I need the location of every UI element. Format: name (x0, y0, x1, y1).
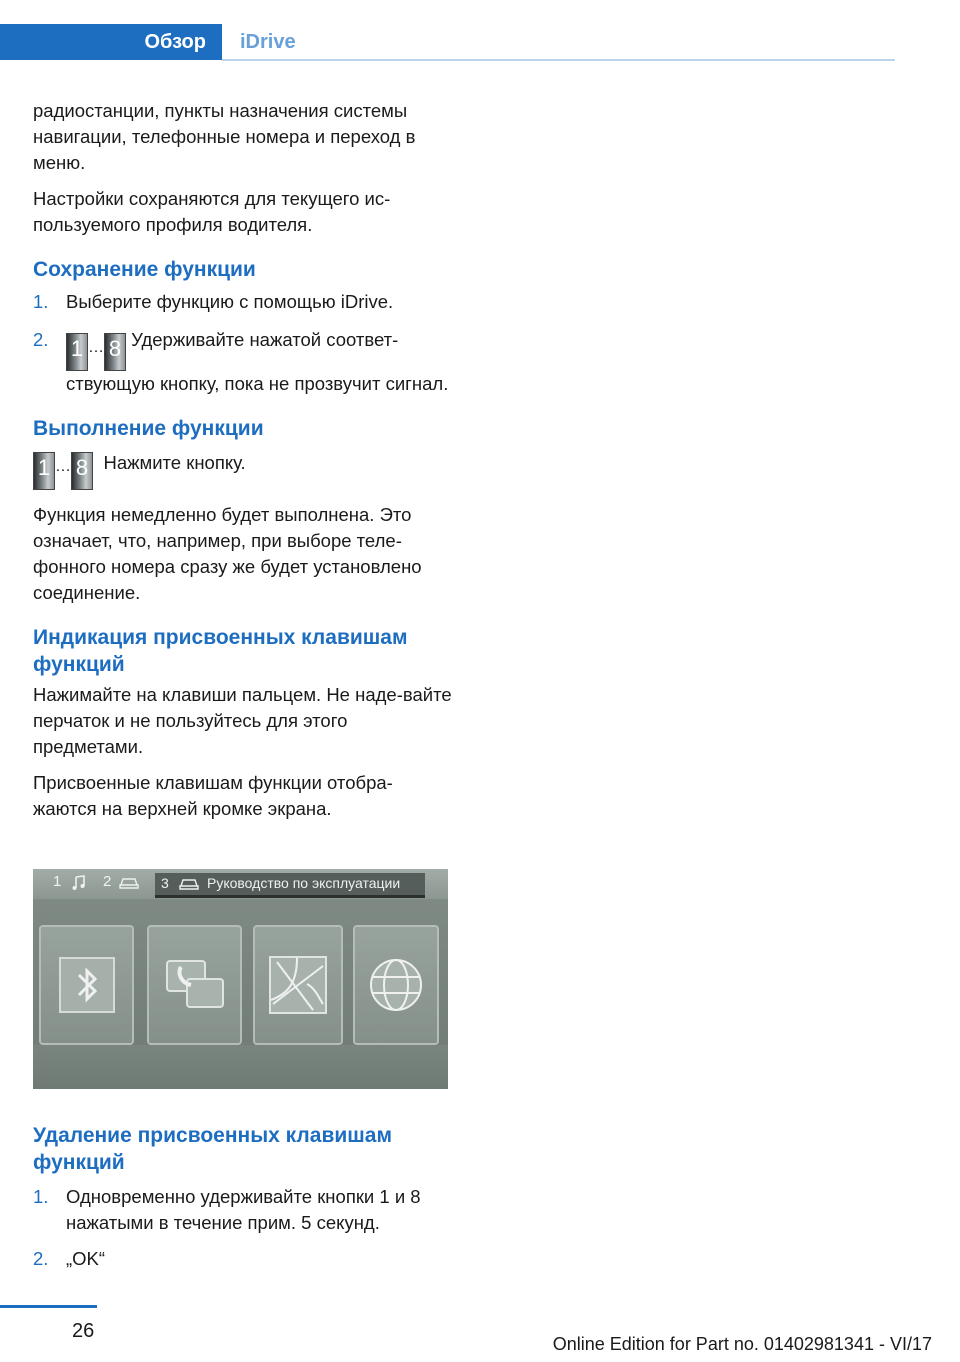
step-number: 2. (33, 329, 49, 350)
delete-steps (33, 1184, 453, 1272)
slot-2-number: 2 (103, 873, 112, 890)
page-number: 26 (72, 1320, 95, 1342)
favorite-key-8-icon: 8 (104, 333, 126, 371)
globe-icon (366, 955, 426, 1015)
heading-delete-assigned: Удаление присвоенных клавишам функций (33, 1124, 392, 1174)
slot-3-number: 3 (161, 875, 169, 891)
heading-indication: Индикация присвоенных клавишам функций (33, 626, 408, 676)
step-number: 1. (33, 1186, 49, 1207)
heading-save-function: Сохранение функции (33, 258, 256, 281)
save-steps (33, 289, 453, 397)
phone-tile (147, 925, 242, 1045)
favorite-key-1-icon: 1 (66, 333, 88, 371)
ellipsis: … (88, 339, 104, 356)
bluetooth-icon (57, 955, 117, 1015)
online-services-tile (353, 925, 439, 1045)
idrive-screen-image (33, 869, 448, 1089)
step-number: 2. (33, 1248, 49, 1269)
header-tabs (0, 24, 895, 62)
ellipsis: … (55, 458, 71, 475)
slot-3-label: Руководство по эксплуатации (207, 875, 401, 891)
page-content (33, 98, 453, 832)
intro-paragraph-2: Настройки сохраняются для текущего ис‐пользуемого профиля водителя. (33, 188, 391, 235)
tab-overview[interactable]: Обзор (0, 24, 222, 60)
execute-action-text: Нажмите кнопку. (103, 452, 246, 473)
edition-note: Online Edition for Part no. 01402981341 - VI/17 (552, 1334, 932, 1354)
step-text: Выберите функцию с помощью iDrive. (66, 291, 394, 312)
slot-1-number: 1 (53, 873, 62, 890)
tab-idrive[interactable]: iDrive (240, 31, 296, 53)
phone-icon (163, 955, 227, 1015)
music-icon (71, 875, 87, 891)
screen-floor (33, 1045, 448, 1089)
heading-execute-function: Выполнение функции (33, 417, 264, 440)
indication-paragraph-2: Присвоенные клавишам функции отобра‐жаются на верхней кромке экрана. (33, 772, 393, 819)
car-icon (179, 877, 199, 891)
list-item (33, 1184, 453, 1236)
car-icon (119, 876, 139, 890)
intro-paragraph-1: радиостанции, пункты назначения системы навигации, телефонные номера и переход в меню. (33, 100, 416, 173)
footer-accent-line (0, 1305, 97, 1308)
list-item (33, 289, 453, 315)
indication-paragraph-1: Нажимайте на клавиши пальцем. Не наде‐вайте перчаток и не пользуйтесь для этого предметами. (33, 684, 452, 757)
step-text: Одновременно удерживайте кнопки 1 и 8 нажатыми в течение прим. 5 секунд. (66, 1186, 421, 1233)
favorite-key-1-icon: 1 (33, 452, 55, 490)
execute-description: Функция немедленно будет выполнена. Это означает, что, например, при выборе теле‐фонного номера сразу же будет установлено соединение. (33, 504, 422, 603)
bluetooth-tile (39, 925, 134, 1045)
list-item (33, 1246, 453, 1272)
step-number: 1. (33, 291, 49, 312)
execute-keys-row (33, 452, 453, 490)
step-text: „OK“ (66, 1248, 106, 1269)
list-item (33, 327, 453, 397)
navigation-tile (253, 925, 343, 1045)
map-icon (267, 954, 329, 1016)
favorite-key-8-icon: 8 (71, 452, 93, 490)
slot-3-highlight (155, 873, 425, 898)
delete-section (33, 1122, 453, 1272)
step-text: Удерживайте нажатой соответ‐ствующую кнопку, пока не прозвучит сигнал. (66, 329, 449, 394)
header-divider (222, 59, 895, 61)
